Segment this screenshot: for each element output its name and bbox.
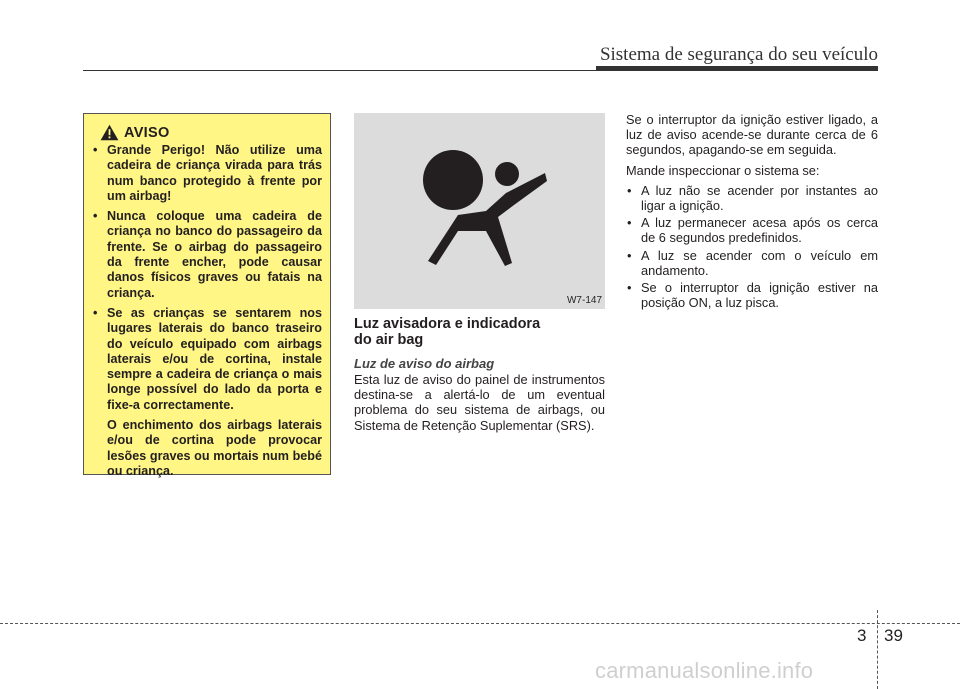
- inspection-item: • Se o interruptor da ignição estiver na posição ON, a luz pisca.: [626, 280, 878, 310]
- warning-title: AVISO: [124, 124, 170, 141]
- warning-item: • Se as crianças se sentarem nos lugares laterais do banco traseiro do veículo equipado com airbags laterais e/ou de cortina, instale sempre a cadeira de criança o mais longe possível do lado da porta e fixe-a correctamente.: [92, 306, 322, 413]
- airbag-figure: [354, 113, 605, 309]
- warning-list: [92, 143, 322, 413]
- watermark: carmanualsonline.info: [595, 658, 814, 683]
- warning-item: • Nunca coloque uma cadeira de criança no banco do passageiro da frente. Se o airbag do passageiro da frente encher, pode causar danos físicos graves ou fatais na criança.: [92, 209, 322, 301]
- inspection-item: • A luz se acender com o veículo em andamento.: [626, 248, 878, 278]
- footer-divider: [877, 610, 878, 689]
- intro-paragraph: Se o interruptor da ignição estiver ligado, a luz de aviso acende-se durante cerca de 6 segundos, apagando-se em seguida.: [626, 112, 878, 158]
- warning-triangle-icon: [100, 124, 119, 141]
- warning-item: • Grande Perigo! Não utilize uma cadeira de criança virada para trás num banco protegido à frente por um airbag!: [92, 143, 322, 204]
- section-subheading: Luz de aviso do airbag: [354, 356, 495, 371]
- warning-continuation: O enchimento dos airbags laterais e/ou de cortina pode provocar lesões graves ou mortais num bebé ou criança.: [107, 418, 322, 478]
- warning-header: [100, 124, 322, 141]
- section-heading: [354, 316, 605, 348]
- section-body: Esta luz de aviso do painel de instrumentos destina-se a alertá-lo de um eventual problema do seu sistema de airbags, ou Sistema de Retenção Suplementar (SRS).: [354, 372, 605, 433]
- inspection-item: • A luz não se acender por instantes ao ligar a ignição.: [626, 183, 878, 213]
- section-content: [354, 316, 605, 433]
- page-number: 39: [884, 626, 903, 645]
- figure-code: W7-147: [566, 295, 602, 306]
- inspection-item: • A luz permanecer acesa após os cerca de 6 segundos predefinidos.: [626, 215, 878, 245]
- header-rule-accent: [596, 66, 878, 71]
- section-heading-line: do air bag: [354, 332, 424, 348]
- airbag-warning-icon: [354, 113, 605, 309]
- footer-rule: [0, 623, 960, 624]
- page-header-title: Sistema de segurança do seu veículo: [599, 44, 878, 65]
- instruction-paragraph: Mande inspeccionar o sistema se:: [626, 162, 820, 178]
- section-heading-line: Luz avisadora e indicadora: [354, 316, 541, 332]
- inspection-list: [626, 183, 878, 311]
- chapter-number: 3: [857, 626, 867, 645]
- warning-box: [83, 113, 331, 478]
- right-column: [626, 112, 878, 312]
